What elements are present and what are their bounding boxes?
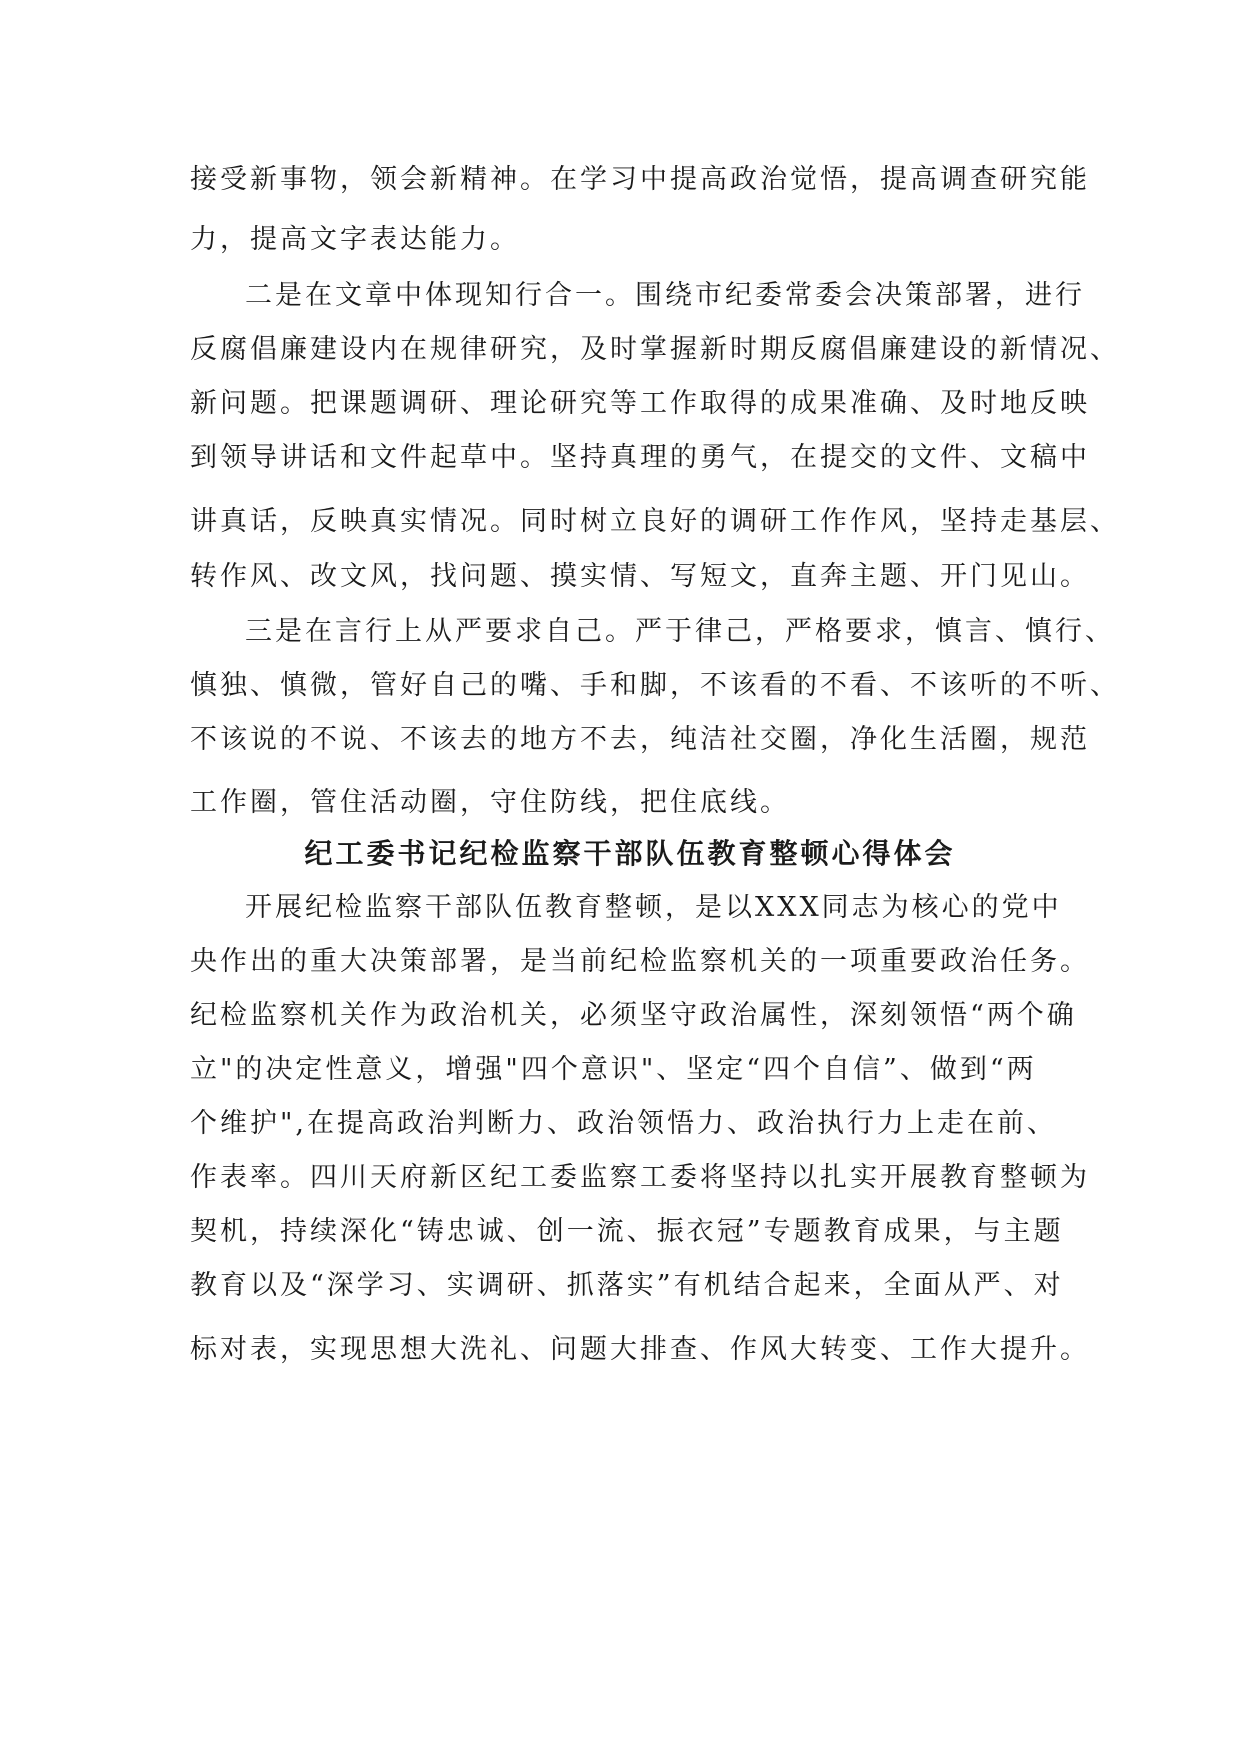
text-line: 作表率。四川天府新区纪工委监察工委将坚持以扎实开展教育整顿为 <box>190 1162 1090 1193</box>
text-line: 纪检监察机关作为政治机关，必须坚守政治属性，深刻领悟“两个确 <box>190 1000 1077 1031</box>
text-line: 到领导讲话和文件起草中。坚持真理的勇气，在提交的文件、文稿中 <box>190 442 1090 473</box>
text-line: 不该说的不说、不该去的地方不去，纯洁社交圈，净化生活圈，规范 <box>190 724 1090 755</box>
paragraph-start-line: 三是在言行上从严要求自己。严于律己，严格要求，慎言、慎行、 <box>245 616 1115 647</box>
text-line: 央作出的重大决策部署，是当前纪检监察机关的一项重要政治任务。 <box>190 946 1090 977</box>
paragraph-start-line: 开展纪检监察干部队伍教育整顿，是以XXX同志为核心的党中 <box>245 892 1062 923</box>
text-line: 教育以及“深学习、实调研、抓落实”有机结合起来，全面从严、对 <box>190 1270 1064 1301</box>
text-line: 转作风、改文风，找问题、摸实情、写短文，直奔主题、开门见山。 <box>190 561 1090 592</box>
text-line: 立"的决定性意义，增强"四个意识"、坚定“四个自信”、做到“两 <box>190 1054 1037 1085</box>
text-line: 标对表，实现思想大洗礼、问题大排查、作风大转变、工作大提升。 <box>190 1334 1090 1365</box>
text-line: 慎独、慎微，管好自己的嘴、手和脚，不该看的不看、不该听的不听、 <box>190 670 1120 701</box>
text-line: 反腐倡廉建设内在规律研究，及时掌握新时期反腐倡廉建设的新情况、 <box>190 334 1120 365</box>
text-line: 契机，持续深化“铸忠诚、创一流、振衣冠”专题教育成果，与主题 <box>190 1216 1064 1247</box>
text-line: 工作圈，管住活动圈，守住防线，把住底线。 <box>190 787 790 818</box>
paragraph-start-line: 二是在文章中体现知行合一。围绕市纪委常委会决策部署，进行 <box>245 280 1085 311</box>
text-line: 讲真话，反映真实情况。同时树立良好的调研工作作风，坚持走基层、 <box>190 506 1120 537</box>
text-line: 新问题。把课题调研、理论研究等工作取得的成果准确、及时地反映 <box>190 388 1090 419</box>
section-title: 纪工委书记纪检监察干部队伍教育整顿心得体会 <box>304 837 956 870</box>
text-line: 力，提高文字表达能力。 <box>190 224 520 255</box>
text-line: 接受新事物，领会新精神。在学习中提高政治觉悟，提高调查研究能 <box>190 164 1090 195</box>
text-line: 个维护",在提高政治判断力、政治领悟力、政治执行力上走在前、 <box>190 1108 1058 1139</box>
